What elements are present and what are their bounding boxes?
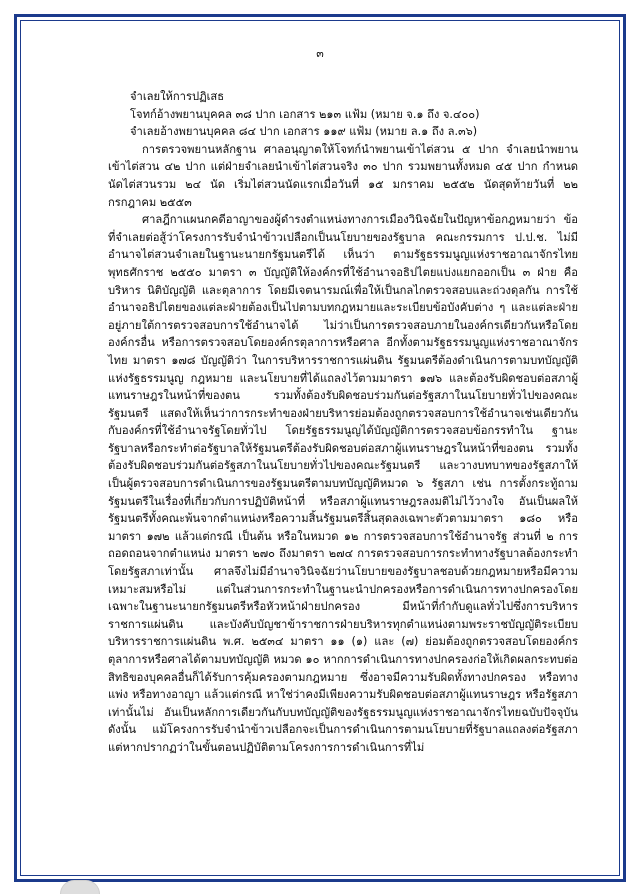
page-number: ๓	[316, 47, 324, 60]
paragraph: การตรวจพยานหลักฐาน ศาลอนุญาตให้โจทก์นำพยานเข้าไต่สวน ๕ ปาก จำเลยนำพยานเข้าไต่สวน ๔๒ ปาก แต่ฝ่ายจำเลยนำเข้าไต่สวนจริง ๓๐ ปาก รวมพยานทั้งหมด ๔๕ ปาก กำหนดนัดไต่สวนรวม ๒๔ นัด เริ่มไต่สวนนัดแรกเมื่อวันที่ ๑๕ มกราคม ๒๕๕๒ นัดสุดท้ายวันที่ ๒๒ กรกฎาคม ๒๕๕๓	[108, 142, 578, 209]
document-body	[108, 88, 578, 757]
paragraph: จำเลยให้การปฏิเสธ	[130, 90, 225, 103]
page-tab-decoration	[60, 880, 100, 894]
paragraph: จำเลยอ้างพยานบุคคล ๘๔ ปาก เอกสาร ๑๑๙ แฟ้ม (หมาย ล.๑ ถึง ล.๓๖)	[130, 125, 478, 139]
paragraph: โจทก์อ้างพยานบุคคล ๓๘ ปาก เอกสาร ๒๑๓ แฟ้ม (หมาย จ.๑ ถึง จ.๔๐๐)	[130, 107, 480, 121]
paragraph: ศาลฎีกาแผนกคดีอาญาของผู้ดำรงตำแหน่งทางการเมืองวินิจฉัยในปัญหาข้อกฎหมายว่า ข้อที่จำเลยต่อสู้ว่าโครงการรับจำนำข้าวเปลือกเป็นนโยบายของรัฐบาล คณะกรรมการ ป.ป.ช. ไม่มีอำนาจไต่สวนจำเลยในฐานะนายกรัฐมนตรีได้ เห็นว่า ตามรัฐธรรมนูญแห่งราชอาณาจักรไทย พุทธศักราช ๒๕๕๐ มาตรา ๓ บัญญัติให้องค์กรที่ใช้อำนาจอธิปไตยแบ่งแยกออกเป็น ๓ ฝ่าย คือ บริหาร นิติบัญญัติ และตุลาการ โดยมีเจตนารมณ์เพื่อให้เป็นกลไกตรวจสอบและถ่วงดุลกัน การใช้อำนาจอธิปไตยของแต่ละฝ่ายต้องเป็นไปตามบทกฎหมายและระเบียบข้อบังคับต่าง ๆ และแต่ละฝ่ายอยู่ภายใต้การตรวจสอบการใช้อำนาจได้ ไม่ว่าเป็นการตรวจสอบภายในองค์กรเดียวกันหรือโดยองค์กรอื่น หรือการตรวจสอบโดยองค์กรตุลาการหรือศาล อีกทั้งตามรัฐธรรมนูญแห่งราชอาณาจักรไทย มาตรา ๑๗๘ บัญญัติว่า ในการบริหารราชการแผ่นดิน รัฐมนตรีต้องดำเนินการตามบทบัญญัติแห่งรัฐธรรมนูญ กฎหมาย และนโยบายที่ได้แถลงไว้ตามมาตรา ๑๗๖ และต้องรับผิดชอบต่อสภาผู้แทนราษฎรในหน้าที่ของตน รวมทั้งต้องรับผิดชอบร่วมกันต่อรัฐสภาในนโยบายทั่วไปของคณะรัฐมนตรี แสดงให้เห็นว่าการกระทำของฝ่ายบริหารย่อมต้องถูกตรวจสอบการใช้อำนาจเช่นเดียวกันกับองค์กรที่ใช้อำนาจรัฐโดยทั่วไป โดยรัฐธรรมนูญได้บัญญัติการตรวจสอบข้อกรรทำใน ฐานะรัฐบาลหรือกระทำต่อรัฐบาลให้รัฐมนตรีต้องรับผิดชอบต่อสภาผู้แทนราษฎรในหน้าที่ของตน รวมทั้งต้องรับผิดชอบร่วมกันต่อรัฐสภาในนโยบายทั่วไปของคณะรัฐมนตรี และวางบทบาทของรัฐสภาให้เป็นผู้ตรวจสอบการดำเนินการของรัฐมนตรีตามบทบัญญัติหมวด ๖ รัฐสภา เช่น การตั้งกระทู้ถามรัฐมนตรีในเรื่องที่เกี่ยวกับการปฏิบัติหน้าที่ หรือสภาผู้แทนราษฎรลงมติไม่ไว้วางใจ อันเป็นผลให้รัฐมนตรีทั้งคณะพ้นจากตำแหน่งหรือความสิ้นรัฐมนตรีสิ้นสุดลงเฉพาะตัวตามมาตรา ๑๘๐ หรือมาตรา ๑๗๒ แล้วแต่กรณี เป็นต้น หรือในหมวด ๑๒ การตรวจสอบการใช้อำนาจรัฐ ส่วนที่ ๒ การถอดถอนจากตำแหน่ง มาตรา ๒๗๐ ถึงมาตรา ๒๗๔ การตรวจสอบการกระทำทางรัฐบาลต้องกระทำโดยรัฐสภาเท่านั้น ศาลจึงไม่มีอำนาจวินิจฉัยว่านโยบายของรัฐบาลชอบด้วยกฎหมายหรือมีความเหมาะสมหรือไม่ แต่ในส่วนการกระทำในฐานะนำปกครองหรือการดำเนินการทางปกครองโดยเฉพาะในฐานะนายกรัฐมนตรีหรือหัวหน้าฝ่ายปกครอง มีหน้าที่กำกับดูแลทั่วไปซึ่งการบริหารราชการแผ่นดิน และบังคับบัญชาข้าราชการฝ่ายบริหารทุกตำแหน่งตามพระราชบัญญัติระเบียบบริหารราชการแผ่นดิน พ.ศ. ๒๕๓๔ มาตรา ๑๑ (๑) และ (๗) ย่อมต้องถูกตรวจสอบโดยองค์กรตุลาการหรือศาลได้ตามบทบัญญัติ หมวด ๑๐ หากการดำเนินการทางปกครองก่อให้เกิดผลกระทบต่อสิทธิของบุคคลอื่นก็ได้รับการคุ้มครองตามกฎหมาย ซึ่งอาจมีความรับผิดทั้งทางปกครอง หรือทางแพ่ง หรือทางอาญา แล้วแต่กรณี หาใช่ว่าคงมีเพียงความรับผิดชอบต่อสภาผู้แทนราษฎร หรือรัฐสภาเท่านั้นไม่ อันเป็นหลักการเดียวกันกับบทบัญญัติของรัฐธรรมนูญแห่งราชอาณาจักรไทยฉบับปัจจุบัน ดังนั้น แม้โครงการรับจำนำข้าวเปลือกจะเป็นการดำเนินการตามนโยบายที่รัฐบาลแถลงต่อรัฐสภา แต่หากปรากฏว่าในขั้นตอนปฏิบัติตามโครงการการดำเนินการที่ไม่	[108, 213, 578, 754]
